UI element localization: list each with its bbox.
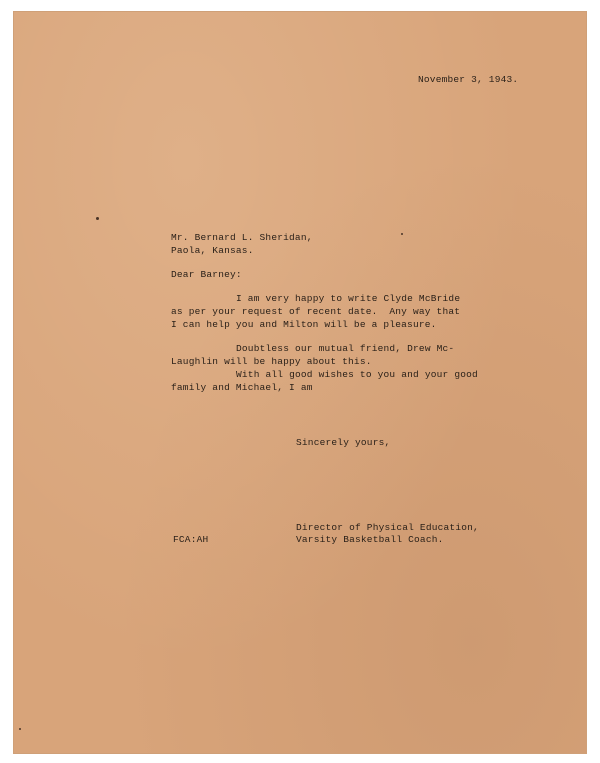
paragraph-3-line-2: family and Michael, I am [171,382,313,393]
paper-speck [401,233,403,235]
paragraph-1-line-2: as per your request of recent date. Any way that [171,306,461,317]
paper-speck [19,728,21,730]
paragraph-2-line-1: Doubtless our mutual friend, Drew Mc- [236,343,455,354]
recipient-name: Mr. Bernard L. Sheridan, [171,232,313,243]
signer-title-line-2: Varsity Basketball Coach. [296,534,444,545]
paragraph-1-line-1: I am very happy to write Clyde McBride [236,293,461,304]
closing: Sincerely yours, [296,437,391,448]
recipient-place: Paola, Kansas. [171,245,254,256]
paragraph-1-line-3: I can help you and Milton will be a pleasure. [171,319,437,330]
paragraph-3-line-1: With all good wishes to you and your good [236,369,478,380]
letter-paper [14,12,586,753]
salutation: Dear Barney: [171,269,242,280]
paper-speck [96,217,99,220]
paragraph-2-line-2: Laughlin will be happy about this. [171,356,372,367]
letter-date: November 3, 1943. [418,74,519,85]
initials: FCA:AH [173,534,209,545]
signer-title-line-1: Director of Physical Education, [296,522,479,533]
